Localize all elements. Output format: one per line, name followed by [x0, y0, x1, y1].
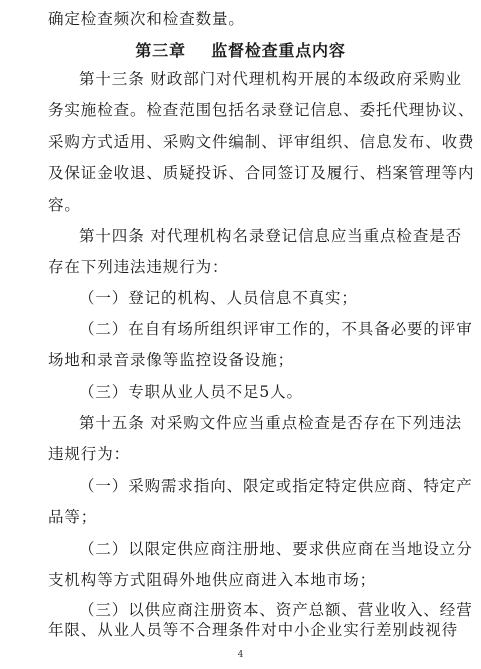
article-14-item-3: （三）专职从业人员不足5人。: [79, 383, 303, 401]
chapter-heading: 第三章 监督检查重点内容: [135, 41, 346, 60]
article-13-line-1: 第十三条 财政部门对代理机构开展的本级政府采购业: [79, 70, 463, 88]
article-14-item-2: （二）在自有场所组织评审工作的，不具备必要的评审: [79, 320, 473, 338]
article-15-item-1-cont: 品等；: [48, 508, 98, 526]
page-number: 4: [237, 650, 244, 660]
article-15-item-2-cont: 支机构等方式阻碍外地供应商进入本地市场；: [48, 571, 377, 589]
article-13-line-5: 容。: [48, 196, 81, 214]
article-14-line-1: 第十四条 对代理机构名录登记信息应当重点检查是否: [79, 227, 463, 245]
article-15-item-1: （一）采购需求指向、限定或指定特定供应商、特定产: [79, 477, 473, 495]
article-15-item-3-cont: 年限、从业人员等不合理条件对中小企业实行差别歧视待: [48, 621, 459, 639]
article-15-line-1: 第十五条 对采购文件应当重点检查是否存在下列违法: [79, 414, 463, 432]
article-15-item-3: （三）以供应商注册资本、资产总额、营业收入、经营: [79, 601, 473, 619]
article-14-item-2-cont: 场地和录音录像等监控设备设施；: [48, 351, 295, 369]
article-14-line-2: 存在下列违法违规行为：: [48, 258, 229, 276]
article-13-line-2: 务实施检查。检查范围包括名录登记信息、委托代理协议、: [48, 101, 475, 119]
article-13-line-4: 及保证金收退、质疑投诉、合同签订及履行、档案管理等内: [48, 164, 475, 182]
paragraph-continuation: 确定检查频次和检查数量。: [48, 10, 245, 28]
article-13-line-3: 采购方式适用、采购文件编制、评审组织、信息发布、收费: [48, 133, 475, 151]
article-14-item-1: （一）登记的机构、人员信息不真实；: [79, 289, 358, 307]
article-15-line-2: 违规行为：: [48, 445, 131, 463]
article-15-item-2: （二）以限定供应商注册地、要求供应商在当地设立分: [79, 540, 473, 558]
